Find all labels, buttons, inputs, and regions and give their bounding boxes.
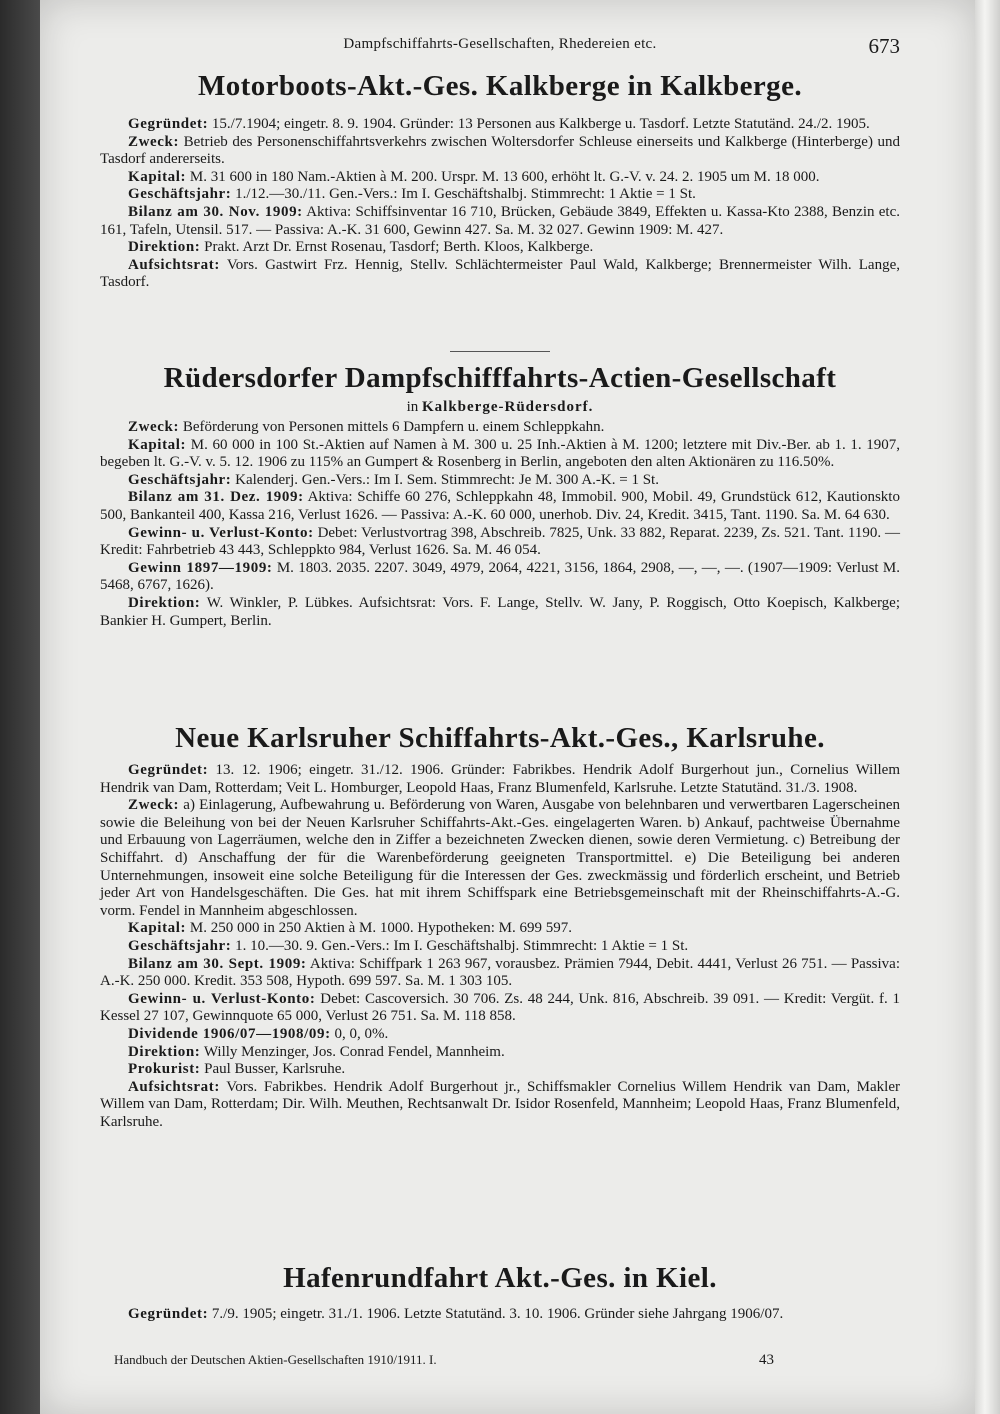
entry-paragraph xyxy=(100,956,900,991)
company-title: Hafenrundfahrt Akt.-Ges. in Kiel. xyxy=(283,1262,717,1294)
entry-label: Aufsichtsrat: xyxy=(128,1078,220,1095)
entry-label: Gewinn- u. Verlust-Konto: xyxy=(128,524,314,541)
entry-paragraph xyxy=(100,257,900,292)
entry-label: Direktion: xyxy=(128,1043,201,1060)
entry-text: Betrieb des Personenschiffahrtsverkehrs zwischen Woltersdorfer Schleuse einerseits und Kalkberge (Hinterberge) und Tasdorf andererseits. xyxy=(100,133,900,168)
subtitle-place: Kalkberge-Rüdersdorf. xyxy=(422,399,594,415)
page-number: 673 xyxy=(868,34,900,58)
entry-text: 0, 0, 0%. xyxy=(330,1025,389,1042)
entry-paragraph xyxy=(100,1306,900,1324)
entry-paragraph xyxy=(100,560,900,595)
entry-text: M. 1803. 2035. 2207. 3049, 4979, 2064, 4221, 3156, 1864, 2908, —, —, —. (1907—1909: Verlust M. 5468, 6767, 1626). xyxy=(100,559,900,594)
signature-mark: 43 xyxy=(759,1352,774,1368)
entry-text: Kalenderj. Gen.-Vers.: Im I. Sem. Stimmrecht: Je M. 300 A.-K. = 1 St. xyxy=(231,471,659,488)
page-footer xyxy=(114,1352,900,1368)
entry-text: Aktiva: Schiffe 60 276, Schleppkahn 48, Immobil. 900, Mobil. 49, Grundstück 612, Kautionskto 500, Bankanteil 400, Kassa 216, Verlust 1626. — Passiva: A.-K. 60 000, unerhob. Div. 24, Kredit. 3415, Tant. 1190. Sa. M. 64 630. xyxy=(100,489,900,523)
entry-paragraph xyxy=(100,762,900,797)
subtitle-prefix: in xyxy=(406,399,419,415)
entry-label: Aufsichtsrat: xyxy=(128,256,220,273)
entry-label: Direktion: xyxy=(128,594,201,611)
entry-label: Bilanz am 30. Nov. 1909: xyxy=(128,203,303,220)
entry-text: M. 31 600 in 180 Nam.-Aktien à M. 200. Urspr. M. 13 600, erhöht lt. G.-V. v. 24. 2. 1905 um M. 18 000. xyxy=(186,168,820,185)
entry-paragraph xyxy=(100,1026,900,1044)
book-page xyxy=(40,0,975,1414)
entry-text: Debet: Verlustvortrag 398, Abschreib. 7825, Unk. 33 882, Reparat. 2239, Zs. 521. Tant. 1190. — Kredit: Fahrbetrieb 43 443, Schleppkto 984, Verlust 1626. Sa. M. 46 054. xyxy=(100,524,900,559)
entry-label: Zweck: xyxy=(128,419,180,435)
entry-label: Gewinn 1897—1909: xyxy=(128,559,273,576)
entry-label: Dividende 1906/07—1908/09: xyxy=(128,1025,331,1042)
entry-paragraph xyxy=(100,169,900,187)
entry-paragraph xyxy=(100,1079,900,1132)
running-head: Dampfschiffahrts-Gesellschaften, Rhedereien etc. xyxy=(343,36,657,52)
entry-text: Vors. Gastwirt Frz. Hennig, Stellv. Schlächtermeister Paul Wald, Kalkberge; Brennermeister Wilh. Lange, Tasdorf. xyxy=(100,256,900,291)
entry-text: 15./7.1904; eingetr. 8. 9. 1904. Gründer: 13 Personen aus Kalkberge u. Tasdorf. Letzte Statutänd. 24./2. 1905. xyxy=(208,116,870,132)
entry-paragraph xyxy=(100,595,900,630)
company-entry xyxy=(100,762,900,1131)
entry-label: Gegründet: xyxy=(128,116,209,132)
scan-right-edge xyxy=(975,0,1000,1414)
company-title: Motorboots-Akt.-Ges. Kalkberge in Kalkberge. xyxy=(198,70,802,102)
entry-text: Vors. Fabrikbes. Hendrik Adolf Burgerhout jr., Schiffsmakler Cornelius Willem Hendrik van Dam, Makler Willem van Dam, Rotterdam; Dir. Wilh. Meuthen, Rechtsanwalt Dr. Isidor Rosenfeld, Mannheim; Leopold Haas, Franz Blumenfeld, Karlsruhe. xyxy=(100,1078,900,1130)
entry-label: Bilanz am 31. Dez. 1909: xyxy=(128,489,304,506)
entry-label: Kapital: xyxy=(128,168,187,185)
entry-text: Debet: Cascoversich. 30 706. Zs. 48 244, Unk. 816, Abschreib. 39 091. — Kredit: Vergüt. f. 1 Kessel 27 107, Gewinnquote 65 000, Verlust 26 751. Sa. M. 118 858. xyxy=(100,990,900,1025)
company-entry xyxy=(100,116,900,292)
entry-text: Prakt. Arzt Dr. Ernst Rosenau, Tasdorf; Berth. Kloos, Kalkberge. xyxy=(200,239,594,256)
entry-text: a) Einlagerung, Aufbewahrung u. Beförderung von Waren, Ausgabe von belehnbaren und verwertbaren Lagerscheinen sowie die Beleihung von bei der Neuen Karlsruher Schiffahrts-Akt.-Ges. eingelagerten Waren. b) Ankauf, pachtweise Übernahme und Erbauung von Lagerräumen, welche den in Ziffer a bezeichneten Zwecken dienen, sowie deren Vermietung. c) Betreibung der Schiffahrt. d) Anschaffung der für die Warenbeförderung geeigneten Transportmittel. e) Die Beteiligung bei anderen Unternehmungen, insoweit eine solche Beteiligung für die Interessen der Ges. zweckmässig und förderlich erscheint, und Betrieb jeder Art von Handelsgeschäften. Die Ges. hat mit ihrem Schiffspark eine Betriebsgemeinschaft mit der Rheinschiffahrts-A.-G. vorm. Fendel in Mannheim abgeschlossen. xyxy=(100,797,900,919)
entry-paragraph xyxy=(100,1044,900,1062)
entry-label: Geschäftsjahr: xyxy=(128,937,232,954)
entry-paragraph xyxy=(100,116,900,134)
company-entry xyxy=(100,419,900,630)
entry-label: Gegründet: xyxy=(128,1306,209,1322)
entry-text: Aktiva: Schiffpark 1 263 967, vorausbez. Prämien 7944, Debit. 4441, Verlust 26 751. — Passiva: A.-K. 250 000. Kredit. 353 508, Hypoth. 699 597. Sa. M. 1 303 105. xyxy=(100,955,901,990)
entry-paragraph xyxy=(100,419,900,437)
company-title: Neue Karlsruher Schiffahrts-Akt.-Ges., Karlsruhe. xyxy=(175,722,825,754)
entry-label: Zweck: xyxy=(128,797,180,814)
entry-label: Geschäftsjahr: xyxy=(128,186,232,203)
entry-paragraph xyxy=(100,239,900,257)
entry-paragraph xyxy=(100,525,900,560)
entry-text: M. 60 000 in 100 St.-Aktien auf Namen à M. 300 u. 25 Inh.-Aktien à M. 1200; letztere mit Div.-Ber. ab 1. 1. 1907, begeben lt. G.-V. v. 5. 12. 1906 zu 115% an Gumpert & Rosenberg in Berlin, angeboten den alten Aktionären zu 116.50%. xyxy=(100,436,900,471)
entry-paragraph xyxy=(100,938,900,956)
entry-label: Gegründet: xyxy=(128,762,209,778)
entry-text: M. 250 000 in 250 Aktien à M. 1000. Hypotheken: M. 699 597. xyxy=(186,920,572,937)
entry-text: Aktiva: Schiffsinventar 16 710, Brücken, Gebäude 3849, Effekten u. Kassa-Kto 2388, Benzin etc. 161, Tafeln, Utensil. 517. — Passiva: A.-K. 31 600, Gewinn 427. Sa. M. 32 027. Gewinn 1909: M. 427. xyxy=(100,203,900,238)
entry-paragraph xyxy=(100,134,900,169)
entry-text: 1./12.—30./11. Gen.-Vers.: Im I. Geschäftshalbj. Stimmrecht: 1 Aktie = 1 St. xyxy=(231,186,696,203)
section-divider xyxy=(450,351,550,352)
entry-text: 7./9. 1905; eingetr. 31./1. 1906. Letzte Statutänd. 3. 10. 1906. Gründer siehe Jahrgang 1906/07. xyxy=(208,1306,784,1322)
company-subtitle xyxy=(100,399,900,416)
entry-paragraph xyxy=(100,437,900,472)
company-title: Rüdersdorfer Dampfschifffahrts-Actien-Gesellschaft xyxy=(163,362,837,394)
company-entry xyxy=(100,1306,900,1324)
entry-label: Kapital: xyxy=(128,436,187,453)
entry-label: Bilanz am 30. Sept. 1909: xyxy=(128,955,307,972)
entry-text: W. Winkler, P. Lübkes. Aufsichtsrat: Vors. F. Lange, Stellv. W. Jany, P. Roggisch, Otto Koepisch, Kalkberge; Bankier H. Gumpert, Berlin. xyxy=(100,594,900,629)
scan-left-margin xyxy=(0,0,40,1414)
entry-paragraph xyxy=(100,797,900,920)
entry-label: Zweck: xyxy=(128,133,180,150)
entry-text: Willy Menzinger, Jos. Conrad Fendel, Mannheim. xyxy=(200,1043,505,1060)
entry-paragraph xyxy=(100,489,900,524)
entry-text: Paul Busser, Karlsruhe. xyxy=(200,1061,346,1078)
entry-text: 1. 10.—30. 9. Gen.-Vers.: Im I. Geschäftshalbj. Stimmrecht: 1 Aktie = 1 St. xyxy=(231,937,689,954)
entry-text: Beförderung von Personen mittels 6 Dampfern u. einem Schleppkahn. xyxy=(179,419,605,435)
entry-label: Gewinn- u. Verlust-Konto: xyxy=(128,990,316,1007)
entry-label: Geschäftsjahr: xyxy=(128,471,232,488)
entry-paragraph xyxy=(100,186,900,204)
entry-paragraph xyxy=(100,1061,900,1079)
entry-paragraph xyxy=(100,204,900,239)
entry-paragraph xyxy=(100,920,900,938)
entry-paragraph xyxy=(100,991,900,1026)
footer-text: Handbuch der Deutschen Aktien-Gesellschaften 1910/1911. I. xyxy=(114,1352,437,1367)
entry-label: Direktion: xyxy=(128,239,201,256)
entry-paragraph xyxy=(100,472,900,490)
entry-label: Prokurist: xyxy=(128,1061,201,1078)
entry-text: 13. 12. 1906; eingetr. 31./12. 1906. Gründer: Fabrikbes. Hendrik Adolf Burgerhout jun., Cornelius Willem Hendrik van Dam, Rotterdam; Veit L. Homburger, Leopold Haas, Franz Blumenfeld, Karlsruhe. Letzte Statutänd. 31./3. 1908. xyxy=(100,762,900,796)
entry-label: Kapital: xyxy=(128,920,187,937)
